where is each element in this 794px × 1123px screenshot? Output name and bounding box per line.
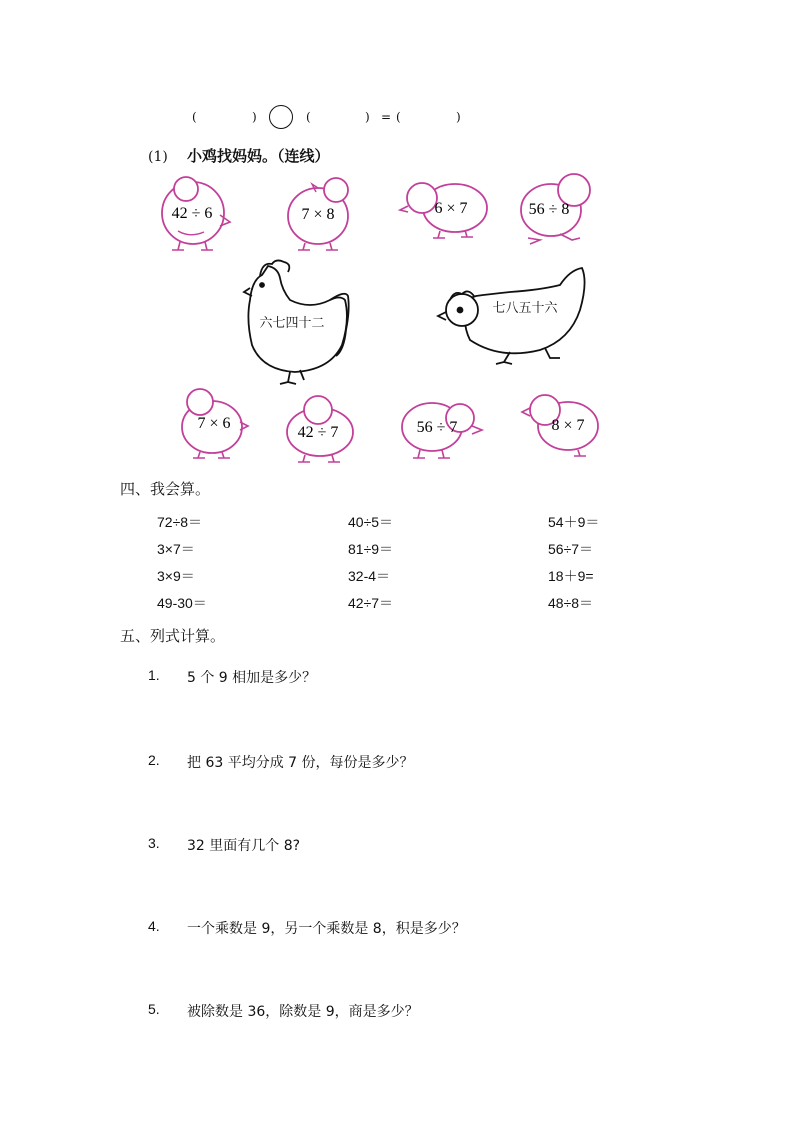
chick-matching-illustration [0,0,794,480]
equals-sign: = [381,110,392,124]
chick-bottom-1-label: 7 × 6 [197,415,231,432]
chick-bottom-3-label: 56 ÷ 7 [416,419,458,436]
chick-top-3-label: 6 × 7 [434,200,468,217]
paren-close-3: ) [456,110,461,124]
chick-bottom-2[interactable] [287,396,353,462]
question-5-text: 被除数是 36，除数是 9，商是多少？ [187,1004,419,1020]
chick-top-3[interactable] [400,183,487,238]
calc-r3-c3: 18＋9= [548,568,594,584]
paren-close-2: ) [365,110,370,124]
hen-right-label: 七八五十六 [492,300,558,315]
question-5-number: 5. [148,1001,160,1017]
calc-r2-c3: 56÷7＝ [548,541,594,557]
paren-open-3: ( [396,110,401,124]
paren-close-1: ) [252,110,257,124]
hen-right[interactable] [438,268,585,364]
calc-r2-c1: 3×7＝ [157,541,195,557]
calc-r2-c2: 81÷9＝ [348,541,394,557]
calc-r3-c1: 3×9＝ [157,568,195,584]
question-1-text: 5 个 9 相加是多少？ [187,670,317,686]
chick-section-title: 小鸡找妈妈。（连线） [186,147,330,165]
calc-r3-c2: 32-4＝ [348,568,391,584]
chick-bottom-3[interactable] [402,403,482,458]
paren-open-2: ( [306,110,311,124]
calc-r1-c1: 72÷8＝ [157,514,203,530]
question-3-text: 32 里面有几个 8? [187,838,301,854]
calc-r4-c3: 48÷8＝ [548,595,594,611]
question-3-number: 3. [148,835,160,851]
chick-top-1-label: 42 ÷ 6 [171,205,213,222]
chick-top-4-label: 56 ÷ 8 [528,201,570,218]
question-4-text: 一个乘数是 9，另一个乘数是 8，积是多少？ [187,921,466,937]
calc-r4-c2: 42÷7＝ [348,595,394,611]
calc-r1-c3: 54＋9＝ [548,514,600,530]
hen-left-label: 六七四十二 [259,315,325,330]
question-4-number: 4. [148,918,160,934]
hen-left[interactable] [244,260,349,384]
chick-section-number: (1) [148,149,168,165]
section4-title: 四、我会算。 [120,480,211,498]
calc-r1-c2: 40÷5＝ [348,514,394,530]
question-1-number: 1. [148,667,160,683]
question-2-text: 把 63 平均分成 7 份，每份是多少？ [187,755,414,771]
question-2-number: 2. [148,752,160,768]
chick-bottom-2-label: 42 ÷ 7 [297,424,339,441]
paren-open-1: ( [192,110,197,124]
chick-bottom-4[interactable] [522,395,598,456]
section5-title: 五、列式计算。 [120,627,226,645]
chick-top-4[interactable] [521,174,590,244]
chick-bottom-4-label: 8 × 7 [551,417,585,434]
chick-bottom-1[interactable] [182,389,248,458]
chick-top-2[interactable] [288,178,348,250]
chick-top-1[interactable] [162,177,230,250]
calc-r4-c1: 49-30＝ [157,595,207,611]
chick-top-2-label: 7 × 8 [301,206,335,223]
